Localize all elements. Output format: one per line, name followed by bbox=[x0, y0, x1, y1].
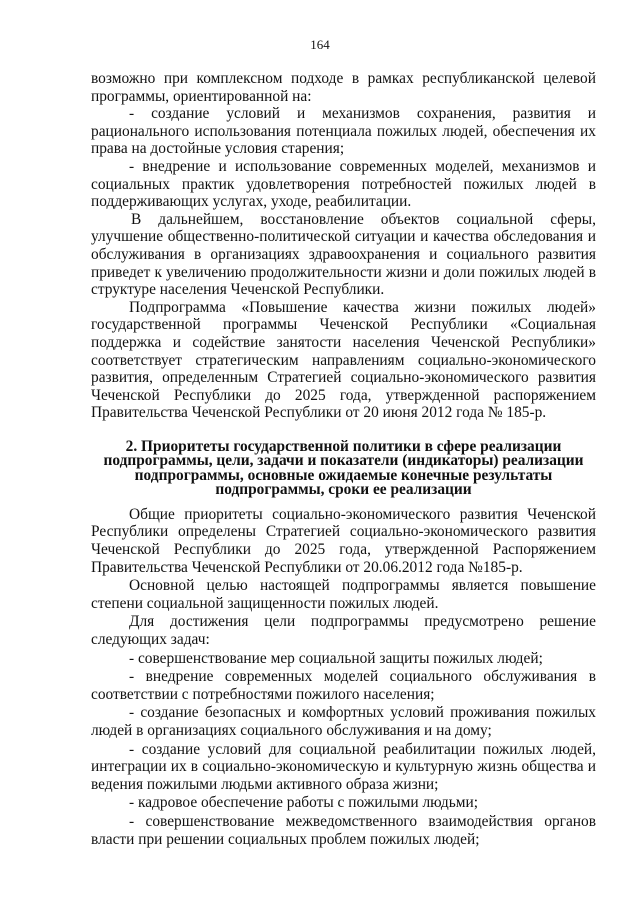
list-item: - создание безопасных и комфортных условий проживания пожилых людей в организациях социального обслуживания и на дому; bbox=[91, 704, 596, 739]
paragraph: возможно при комплексном подходе в рамках республиканской целевой программы, ориентированной на: bbox=[91, 70, 596, 105]
list-item: - внедрение современных моделей социального обслуживания в соответствии с потребностями пожилого населения; bbox=[91, 668, 596, 703]
list-item: - кадровое обеспечение работы с пожилыми людьми; bbox=[129, 794, 478, 812]
paragraph: В дальнейшем, восстановление объектов социальной сферы, улучшение общественно-политической ситуации и качества обследования и обслуживания в организациях здравоохранения и социального развития приведет к увеличению продолжительности жизни и доли пожилых людей в структуре населения Чеченской Республики. bbox=[91, 210, 596, 299]
paragraph: Общие приоритеты социально-экономического развития Чеченской Республики определены Стратегией социально-экономического развития Чеченской Республики до 2025 года, утвержденной Распоряжением Правительства Чеченской Республики от 20.06.2012 года №185-р. bbox=[91, 505, 596, 576]
paragraph: Основной целью настоящей подпрограммы является повышение степени социальной защищенности пожилых людей. bbox=[91, 577, 596, 612]
paragraph: Для достижения цели подпрограммы предусмотрено решение следующих задач: bbox=[91, 613, 596, 649]
list-item: - совершенствование мер социальной защиты пожилых людей; bbox=[129, 649, 543, 667]
list-item: - создание условий и механизмов сохранения, развития и рационального использования потенциала пожилых людей, обеспечения их права на достойные условия старения; bbox=[91, 105, 596, 158]
paragraph: Подпрограмма «Повышение качества жизни пожилых людей» государственной программы Чеченской Республики «Социальная поддержка и содействие занятости населения Чеченской Республики» соответствует стратегическим направлениям социально-экономического развития, определенным Стратегией социально-экономического развития Чеченской Республики до 2025 года, утвержденной распоряжением Правительства Чеченской Республики от 20 июня 2012 года № 185-р. bbox=[91, 298, 596, 422]
section-heading: 2. Приоритеты государственной политики в сфере реализации подпрограммы, цели, задачи и показатели (индикаторы) реализации подпрограммы, основные ожидаемые конечные результаты подпрограммы, сроки ее реализации bbox=[103, 437, 584, 499]
page-number: 164 bbox=[310, 37, 330, 52]
list-item: - внедрение и использование современных моделей, механизмов и социальных практик удовлетворения потребностей пожилых людей в поддерживающих услугах, уходе, реабилитации. bbox=[91, 157, 596, 211]
list-item: - совершенствование межведомственного взаимодействия органов власти при решении социальных проблем пожилых людей; bbox=[91, 812, 596, 848]
list-item: - создание условий для социальной реабилитации пожилых людей, интеграции их в социально-экономическую и культурную жизнь общества и ведения пожилыми людьми активного образа жизни; bbox=[91, 740, 596, 793]
page-body bbox=[91, 70, 596, 848]
